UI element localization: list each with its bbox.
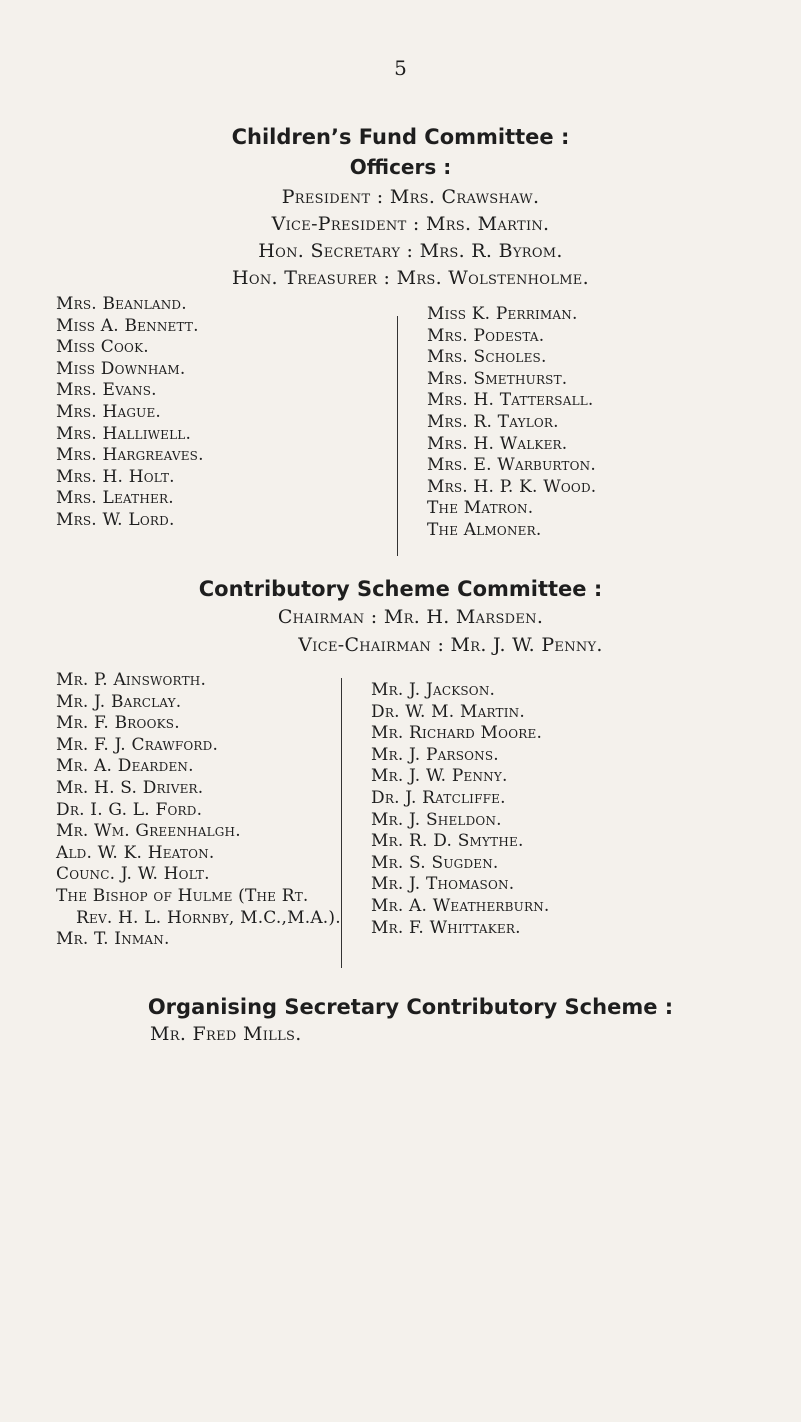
member: Mr. J. Sheldon.	[371, 809, 502, 830]
officer-chairman: Chairman : Mr. H. Marsden.	[277, 606, 544, 628]
page-number: 5	[394, 56, 407, 80]
officers-subheading: Officers :	[349, 155, 452, 179]
member: Mrs. E. Warburton.	[427, 455, 596, 476]
member: Mrs. H. Walker.	[427, 433, 568, 454]
member: Mrs. W. Lord.	[56, 509, 175, 530]
member: Mr. J. Barclay.	[56, 691, 182, 712]
member: Mr. R. D. Smythe.	[371, 831, 524, 852]
member: Mrs. Evans.	[56, 380, 157, 401]
member: Rev. H. L. Hornby, M.C.,M.A.).	[76, 907, 341, 928]
member: Mrs. Beanland.	[56, 294, 187, 314]
member: Mrs. Smethurst.	[427, 368, 568, 389]
member: Mrs. Scholes.	[427, 347, 547, 368]
member: Mr. J. Parsons.	[371, 744, 499, 765]
member: Miss Downham.	[56, 358, 186, 379]
member: Mrs. H. P. K. Wood.	[427, 476, 597, 497]
officer-president: President : Mrs. Crawshaw.	[281, 186, 540, 208]
officer-hon-secretary: Hon. Secretary : Mrs. R. Byrom.	[258, 240, 563, 262]
member: Mr. T. Inman.	[56, 929, 170, 950]
member: Dr. I. G. L. Ford.	[56, 799, 203, 820]
member: Mrs. Hargreaves.	[56, 445, 204, 466]
member: Mrs. Leather.	[56, 488, 174, 509]
member: The Bishop of Hulme (The Rt.	[56, 885, 309, 906]
contributory-members-right	[371, 680, 550, 939]
member: Mr. A. Weatherburn.	[371, 895, 550, 916]
member: Mrs. Hague.	[56, 401, 162, 422]
member: Miss Cook.	[56, 337, 149, 358]
organising-secretary-name: Mr. Fred Mills.	[150, 1023, 302, 1045]
member: Mrs. R. Taylor.	[427, 411, 559, 432]
childrens-fund-members-right	[427, 304, 596, 542]
member: Mr. J. W. Penny.	[371, 766, 508, 787]
member: Dr. W. M. Martin.	[371, 701, 525, 722]
member: Mr. P. Ainsworth.	[56, 670, 207, 690]
column-divider	[341, 678, 342, 968]
officer-hon-treasurer: Hon. Treasurer : Mrs. Wolstenholme.	[232, 267, 589, 289]
officer-vice-president: Vice-President : Mrs. Martin.	[271, 213, 550, 235]
member: Ald. W. K. Heaton.	[56, 842, 215, 863]
member: Mrs. Podesta.	[427, 325, 545, 346]
member: The Matron.	[427, 498, 534, 519]
member: Dr. J. Ratcliffe.	[371, 787, 506, 808]
member: Mr. S. Sugden.	[371, 852, 499, 873]
member: The Almoner.	[427, 519, 542, 540]
member: Miss K. Perriman.	[427, 304, 578, 324]
member: Mr. F. J. Crawford.	[56, 734, 219, 755]
member: Mr. J. Jackson.	[371, 680, 496, 700]
member: Miss A. Bennett.	[56, 315, 199, 336]
organising-secretary-heading: Organising Secretary Contributory Scheme :	[147, 995, 674, 1019]
member: Mr. F. Whittaker.	[371, 917, 521, 938]
member: Mr. Wm. Greenhalgh.	[56, 821, 241, 842]
childrens-fund-heading: Children’s Fund Committee :	[231, 125, 570, 149]
contributory-members-left	[56, 670, 341, 951]
childrens-fund-members-left	[56, 294, 204, 532]
member: Mrs. Halliwell.	[56, 423, 192, 444]
member: Mr. A. Dearden.	[56, 756, 194, 777]
member: Mr. Richard Moore.	[371, 723, 543, 744]
member: Mr. J. Thomason.	[371, 874, 515, 895]
member: Mr. H. S. Driver.	[56, 777, 204, 798]
column-divider	[397, 316, 398, 556]
member: Mrs. H. Holt.	[56, 466, 175, 487]
member: Mr. F. Brooks.	[56, 713, 180, 734]
member: Mrs. H. Tattersall.	[427, 390, 594, 411]
officer-vice-chairman: Vice-Chairman : Mr. J. W. Penny.	[298, 634, 603, 656]
member: Counc. J. W. Holt.	[56, 864, 210, 885]
contributory-heading: Contributory Scheme Committee :	[198, 577, 603, 601]
